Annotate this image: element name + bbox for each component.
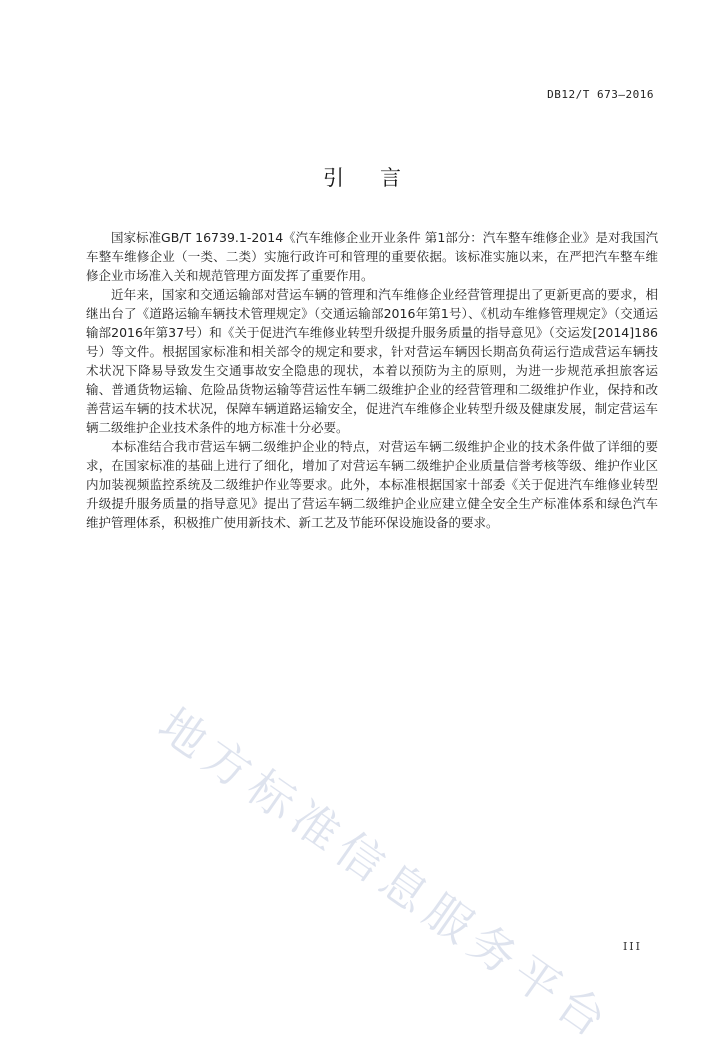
body-text xyxy=(86,228,658,532)
paragraph-2: 近年来，国家和交通运输部对营运车辆的管理和汽车维修企业经营管理提出了更新更高的要求，相继出台了《道路运输车辆技术管理规定》（交通运输部2016年第1号）、《机动车维修管理规定》（交通运输部2016年第37号）和《关于促进汽车维修业转型升级提升服务质量的指导意见》（交运发[2014]186号）等文件。根据国家标准和相关部令的规定和要求，针对营运车辆因长期高负荷运行造成营运车辆技术状况下降易导致发生交通事故安全隐患的现状，本着以预防为主的原则，为进一步规范承担旅客运输、普通货物运输、危险品货物运输等营运性车辆二级维护企业的经营管理和二级维护作业，保持和改善营运车辆的技术状况，保障车辆道路运输安全，促进汽车维修企业转型升级及健康发展，制定营运车辆二级维护企业技术条件的地方标准十分必要。 xyxy=(86,287,658,435)
page-title: 引言 xyxy=(323,166,437,190)
paragraph-3: 本标准结合我市营运车辆二级维护企业的特点，对营运车辆二级维护企业的技术条件做了详细的要求，在国家标准的基础上进行了细化，增加了对营运车辆二级维护企业质量信誉考核等级、维护作业区内加装视频监控系统及二级维护作业等要求。此外，本标准根据国家十部委《关于促进汽车维修业转型升级提升服务质量的指导意见》提出了营运车辆二级维护企业应建立健全安全生产标准体系和绿色汽车维护管理体系，积极推广使用新技术、新工艺及节能环保设施设备的要求。 xyxy=(86,439,658,530)
document-code: DB12/T 673—2016 xyxy=(547,88,654,101)
watermark: 地方标准信息服务平台 xyxy=(148,697,623,1052)
paragraph-1: 国家标准GB/T 16739.1-2014《汽车维修企业开业条件 第1部分：汽车整车维修企业》是对我国汽车整车维修企业（一类、二类）实施行政许可和管理的重要依据。该标准实施以来，在严把汽车整车维修企业市场准入关和规范管理方面发挥了重要作用。 xyxy=(86,230,658,283)
page-number: III xyxy=(622,940,642,953)
